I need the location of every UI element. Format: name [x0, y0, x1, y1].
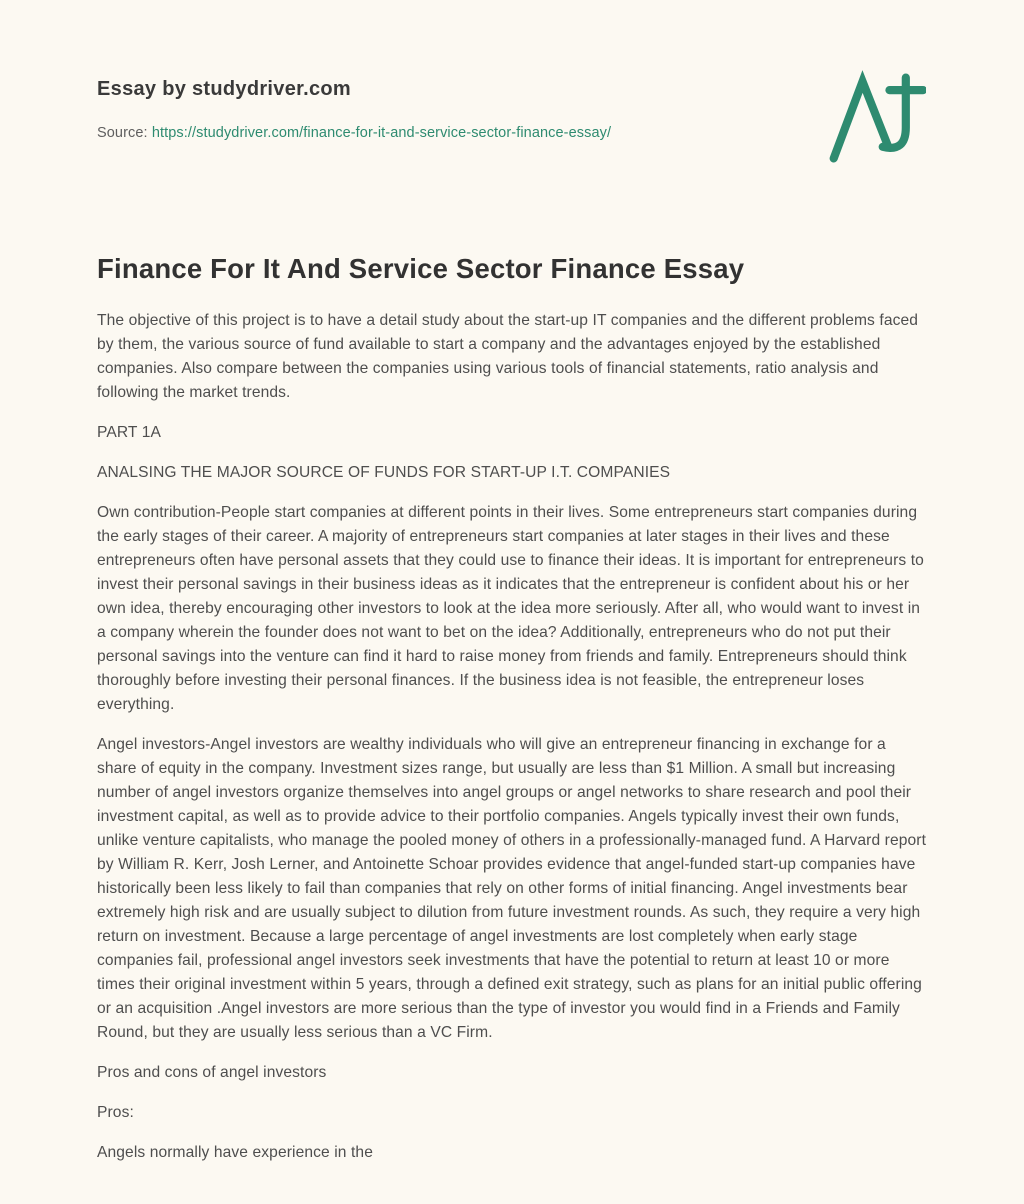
source-url-link[interactable]: https://studydriver.com/finance-for-it-and-service-sector-finance-essay/ [151, 125, 612, 141]
source-label: Source: [97, 125, 148, 141]
heading-pros: Pros: [97, 1104, 134, 1121]
article-body [97, 309, 928, 1165]
paragraph-objective: The objective of this project is to have a detail study about the start-up IT companies and the different problems faced by them, the various source of fund available to start a company and the advantages enjoyed by the established companies. Also compare between the companies using various tools of financial statements, ratio analysis and following the market trends. [97, 312, 919, 401]
studydriver-logo [826, 70, 926, 166]
heading-part-1a: PART 1A [97, 424, 161, 441]
essay-byline: Essay by studydriver.com [97, 78, 351, 100]
source-line [97, 125, 928, 141]
heading-pros-and-cons: Pros and cons of angel investors [97, 1064, 327, 1081]
page-title: Finance For It And Service Sector Finance Essay [97, 253, 745, 284]
studydriver-logo-icon [826, 70, 926, 166]
paragraph-own-contribution: Own contribution-People start companies at different points in their lives. Some entrepreneurs start companies during the early stages of their career. A majority of entrepreneurs start companies at later stages in their lives and these entrepreneurs often have personal assets that they could use to finance their ideas. It is important for entrepreneurs to invest their personal savings in their business ideas as it indicates that the entrepreneur is confident about his or her own idea, thereby encouraging other investors to look at the idea more seriously. After all, who would want to invest in a company wherein the founder does not want to bet on the idea? Additionally, entrepreneurs who do not put their personal savings into the venture can find it hard to raise money from friends and family. Entrepreneurs should think thoroughly before investing their personal finances. If the business idea is not feasible, the entrepreneur loses everything. [97, 504, 924, 713]
paragraph-angel-investors: Angel investors-Angel investors are wealthy individuals who will give an entrepreneur financing in exchange for a share of equity in the company. Investment sizes range, but usually are less than $1 Million. A small but increasing number of angel investors organize themselves into angel groups or angel networks to share research and pool their investment capital, as well as to provide advice to their portfolio companies. Angels typically invest their own funds, unlike venture capitalists, who manage the pooled money of others in a professionally-managed fund. A Harvard report by William R. Kerr, Josh Lerner, and Antoinette Schoar provides evidence that angel-funded start-up companies have historically been less likely to fail than companies that rely on other forms of initial financing. Angel investments bear extremely high risk and are usually subject to dilution from future investment rounds. As such, they require a very high return on investment. Because a large percentage of angel investments are lost completely when early stage companies fail, professional angel investors seek investments that have the potential to return at least 10 or more times their original investment within 5 years, through a defined exit strategy, such as plans for an initial public offering or an acquisition .Angel investors are more serious than the type of investor you would find in a Friends and Family Round, but they are usually less serious than a VC Firm. [97, 736, 927, 1041]
heading-analysing-sources: ANALSING THE MAJOR SOURCE OF FUNDS FOR START-UP I.T. COMPANIES [97, 464, 671, 481]
paragraph-angels-experience: Angels normally have experience in the [97, 1144, 373, 1161]
